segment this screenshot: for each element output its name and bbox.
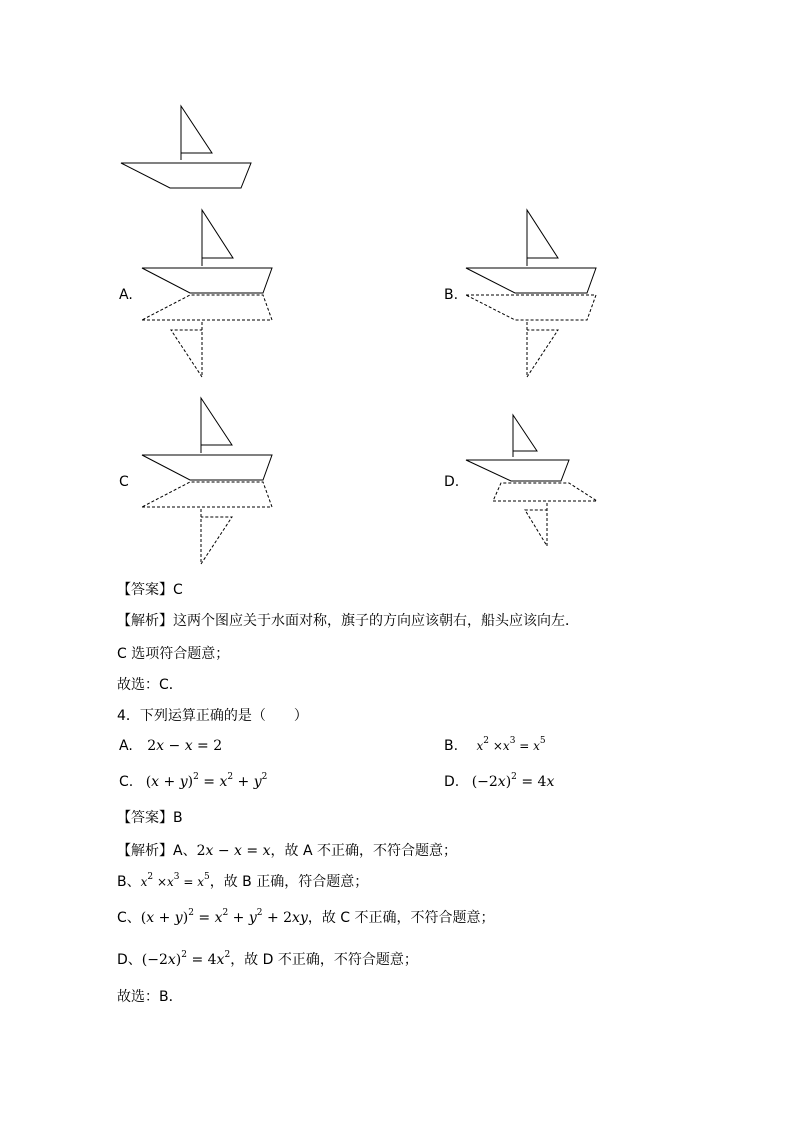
q4-option-d (444, 773, 554, 791)
q4-analysis-a (117, 842, 457, 860)
option-a-letter: A. (119, 287, 133, 303)
q4-analysis-a-formula: 2x − x = x (196, 843, 271, 859)
q3-conclusion: 故选：C． (117, 677, 183, 693)
q4-analysis-b-prefix: B、 (117, 874, 141, 890)
option-b-letter: B. (444, 287, 459, 303)
q3-line2: C 选项符合题意； (117, 646, 230, 662)
q4-option-c-letter: C. (119, 774, 134, 790)
q4-analysis-a-prefix: 【解析】A、 (117, 843, 197, 859)
q4-option-d-letter: D. (444, 774, 460, 790)
q4-analysis-b-suffix: ，故 B 正确，符合题意； (209, 874, 369, 890)
q4-analysis-b-formula: $x^2 \times x^3 = x^5$ (140, 872, 210, 889)
q4-option-b-formula: $x^2 \times x^3 = x^5$ (476, 736, 546, 753)
q3-analysis: 【解析】这两个图应关于水面对称，旗子的方向应该朝右，船头应该向左． (117, 613, 579, 629)
q4-option-c-formula: $(x + y)^2 = x^2 + y^2$ (145, 772, 268, 790)
option-b-figure (466, 210, 596, 377)
q4-analysis-c-formula: $(x + y)^2 = x^2 + y^2 + 2xy$ (140, 908, 308, 926)
q4-analysis-c-prefix: C、 (117, 910, 141, 926)
q4-option-b (444, 737, 546, 755)
q3-answer: 【答案】C (117, 582, 183, 598)
q4-analysis-c-suffix: ，故 C 不正确，不符合题意； (307, 910, 495, 926)
q4-option-a-letter: A. (119, 738, 133, 754)
q4-analysis-a-suffix: ，故 A 不正确，不符合题意； (270, 843, 457, 859)
q4-conclusion: 故选：B． (117, 989, 183, 1005)
option-a-figure (142, 210, 272, 377)
q4-option-c (119, 773, 267, 791)
option-c-letter: C (119, 474, 129, 490)
q4-analysis-d (117, 951, 418, 969)
q4-analysis-d-formula: $(-2x)^2 = 4x^2$ (141, 950, 231, 968)
q4-answer: 【答案】B (117, 810, 183, 826)
q4-option-d-formula: $(-2x)^2 = 4x$ (471, 772, 555, 790)
q4-analysis-b (117, 873, 368, 891)
q4-option-a-formula: 2x − x = 2 (147, 738, 223, 754)
option-c-figure (142, 398, 272, 564)
q4-stem: 4．下列运算正确的是（ ） (117, 708, 308, 724)
q4-analysis-d-suffix: ，故 D 不正确，不符合题意； (230, 952, 418, 968)
q4-option-b-letter: B. (444, 738, 459, 754)
q4-analysis-d-prefix: D、 (117, 952, 142, 968)
q4-analysis-c (117, 909, 495, 927)
q4-option-a (119, 737, 222, 755)
option-d-figure (466, 415, 597, 546)
option-d-letter: D. (444, 474, 460, 490)
